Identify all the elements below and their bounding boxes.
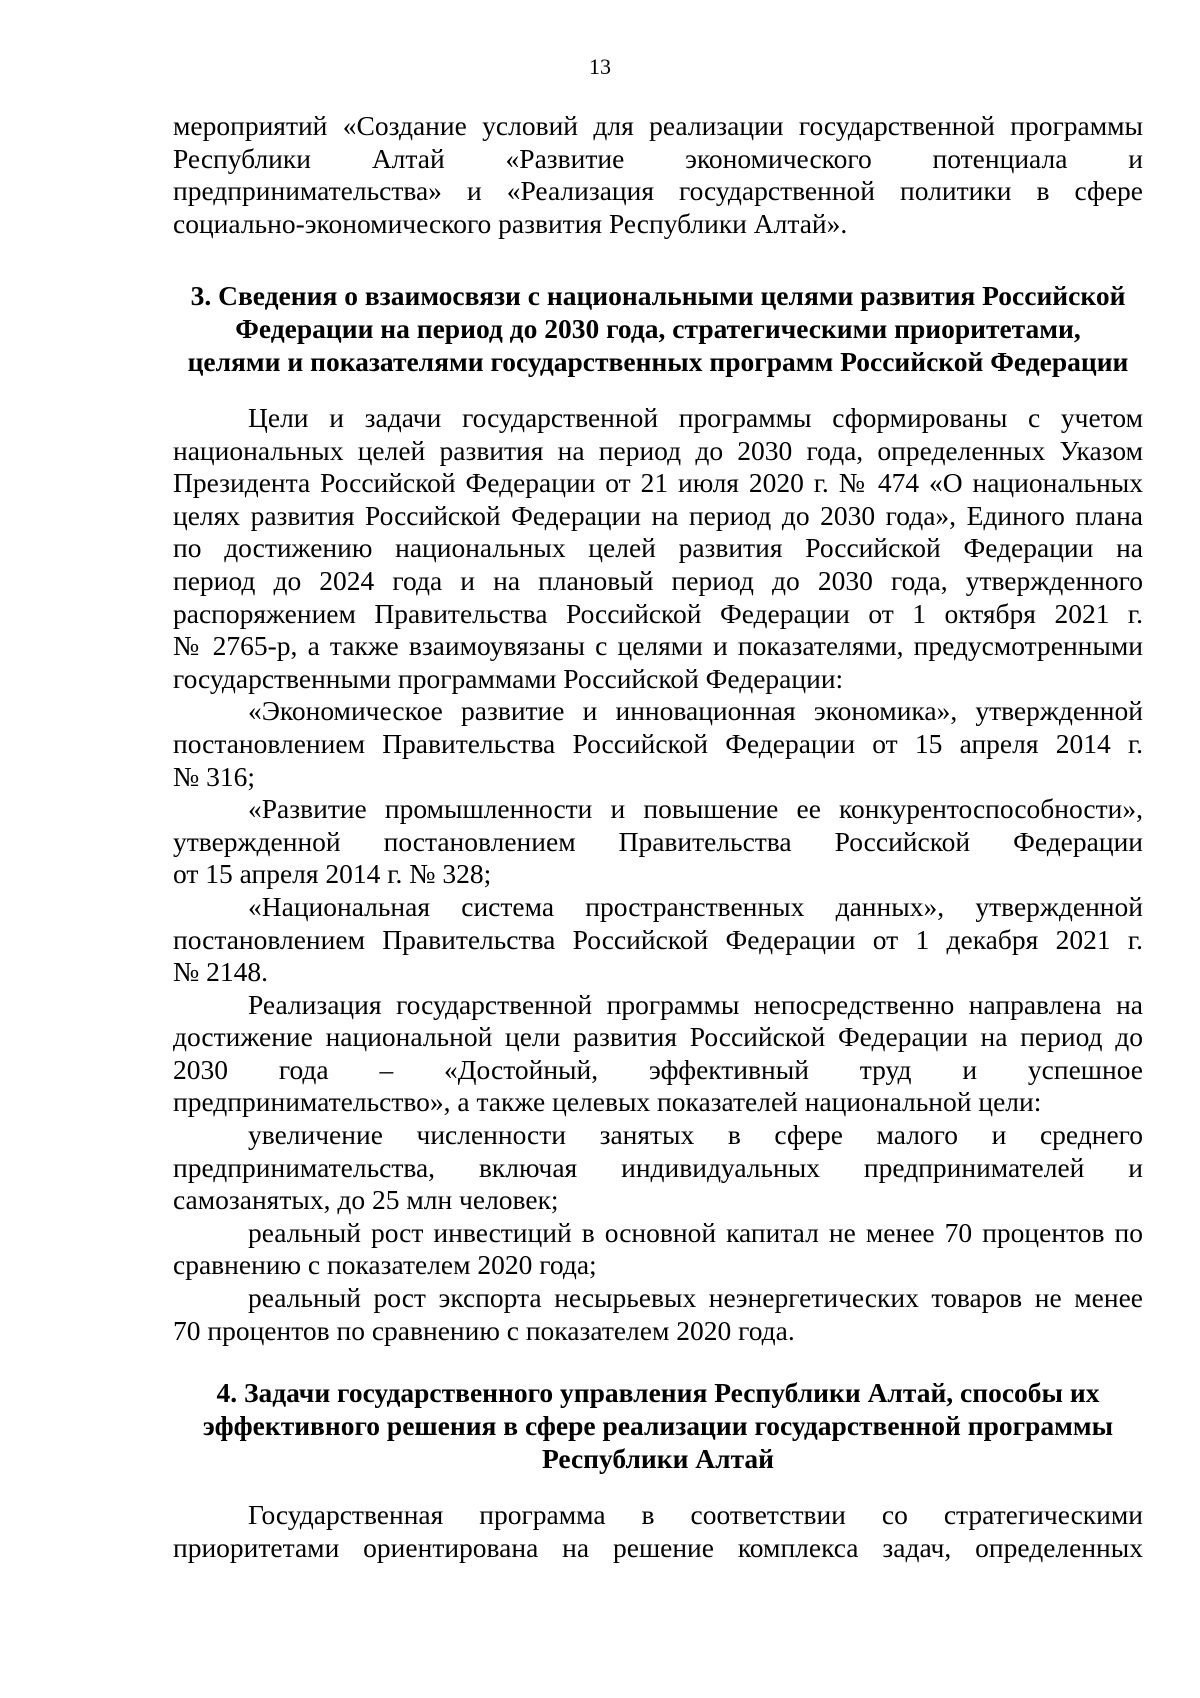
text-line: «Национальная система пространственных данных», утвержденной [248,890,1143,922]
text-line: Реализация государственной программы непосредственно направлена на [248,988,1143,1020]
heading-line: эффективного решения в сфере реализации государственной программы [202,1410,1114,1441]
text-line: предпринимательства» и «Реализация государственной политики в сфере [173,175,1143,207]
text-line: национальных целей развития на период до 2030 года, определенных Указом [173,434,1143,466]
text-line: самозанятых, до 25 млн человек; [173,1184,559,1216]
text-line: Цели и задачи государственной программы сформированы с учетом [248,402,1143,433]
section-4-heading [173,1376,1143,1475]
text-line: по достижению национальных целей развития Российской Федерации на [173,532,1143,564]
text-line: постановлением Правительства Российской Федерации от 1 декабря 2021 г. [173,923,1143,955]
heading-line: 3. Сведения о взаимосвязи с национальными целями развития Российской [190,280,1126,311]
heading-line: целями и показателями государственных программ Российской Федерации [187,346,1129,377]
text-line: период до 2024 года и на плановый период до 2030 года, утвержденного [173,564,1143,596]
text-line: от 15 апреля 2014 г. № 328; [173,858,492,890]
text-line: 2030 года – «Достойный, эффективный труд и успешное [173,1053,1143,1085]
page-number: 13 [589,54,611,79]
text-line: № 2148. [173,956,268,988]
text-line: государственными программами Российской Федерации: [173,662,844,694]
text-line: «Экономическое развитие и инновационная экономика», утвержденной [248,695,1143,727]
text-line: предпринимательство», а также целевых показателей национальной цели: [173,1086,1042,1118]
section-3-heading [173,279,1143,378]
section-3-body [173,402,1143,1347]
text-line: Республики Алтай «Развитие экономического потенциала и [173,142,1143,174]
text-line: № 316; [173,760,256,792]
heading-line: Федерации на период до 2030 года, стратегическими приоритетами, [235,313,1081,344]
text-line: приоритетами ориентирована на решение комплекса задач, определенных [173,1531,1143,1563]
section-4-body [173,1499,1143,1564]
text-line: сравнению с показателем 2020 года; [173,1249,597,1281]
text-line: целях развития Российской Федерации на период до 2030 года», Единого плана [173,499,1143,531]
text-line: «Развитие промышленности и повышение ее конкурентоспособности», [248,793,1143,825]
text-line: Президента Российской Федерации от 21 июля 2020 г. № 474 «О национальных [173,467,1143,499]
text-line: № 2765-р, а также взаимоувязаны с целями и показателями, предусмотренными [173,630,1143,662]
text-line: распоряжением Правительства Российской Федерации от 1 октября 2021 г. [173,597,1143,629]
text-line: реальный рост инвестиций в основной капитал не менее 70 процентов по [248,1216,1143,1248]
text-line: утвержденной постановлением Правительства Российской Федерации [173,825,1143,857]
text-line: социально-экономического развития Республики Алтай». [173,207,848,239]
text-line: увеличение численности занятых в сфере малого и среднего [248,1119,1143,1151]
text-line: предпринимательства, включая индивидуальных предпринимателей и [173,1151,1143,1183]
text-line: достижение национальной цели развития Российской Федерации на период до [173,1021,1143,1053]
text-line: мероприятий «Создание условий для реализации государственной программы [173,110,1143,141]
text-line: постановлением Правительства Российской Федерации от 15 апреля 2014 г. [173,727,1143,759]
heading-line: 4. Задачи государственного управления Республики Алтай, способы их [216,1377,1100,1408]
text-line: 70 процентов по сравнению с показателем 2020 года. [173,1314,795,1346]
text-line: реальный рост экспорта несырьевых неэнергетических товаров не менее [248,1282,1143,1314]
intro-paragraph [173,110,1143,240]
text-line: Государственная программа в соответствии со стратегическими [248,1499,1143,1530]
heading-line: Республики Алтай [541,1443,775,1474]
